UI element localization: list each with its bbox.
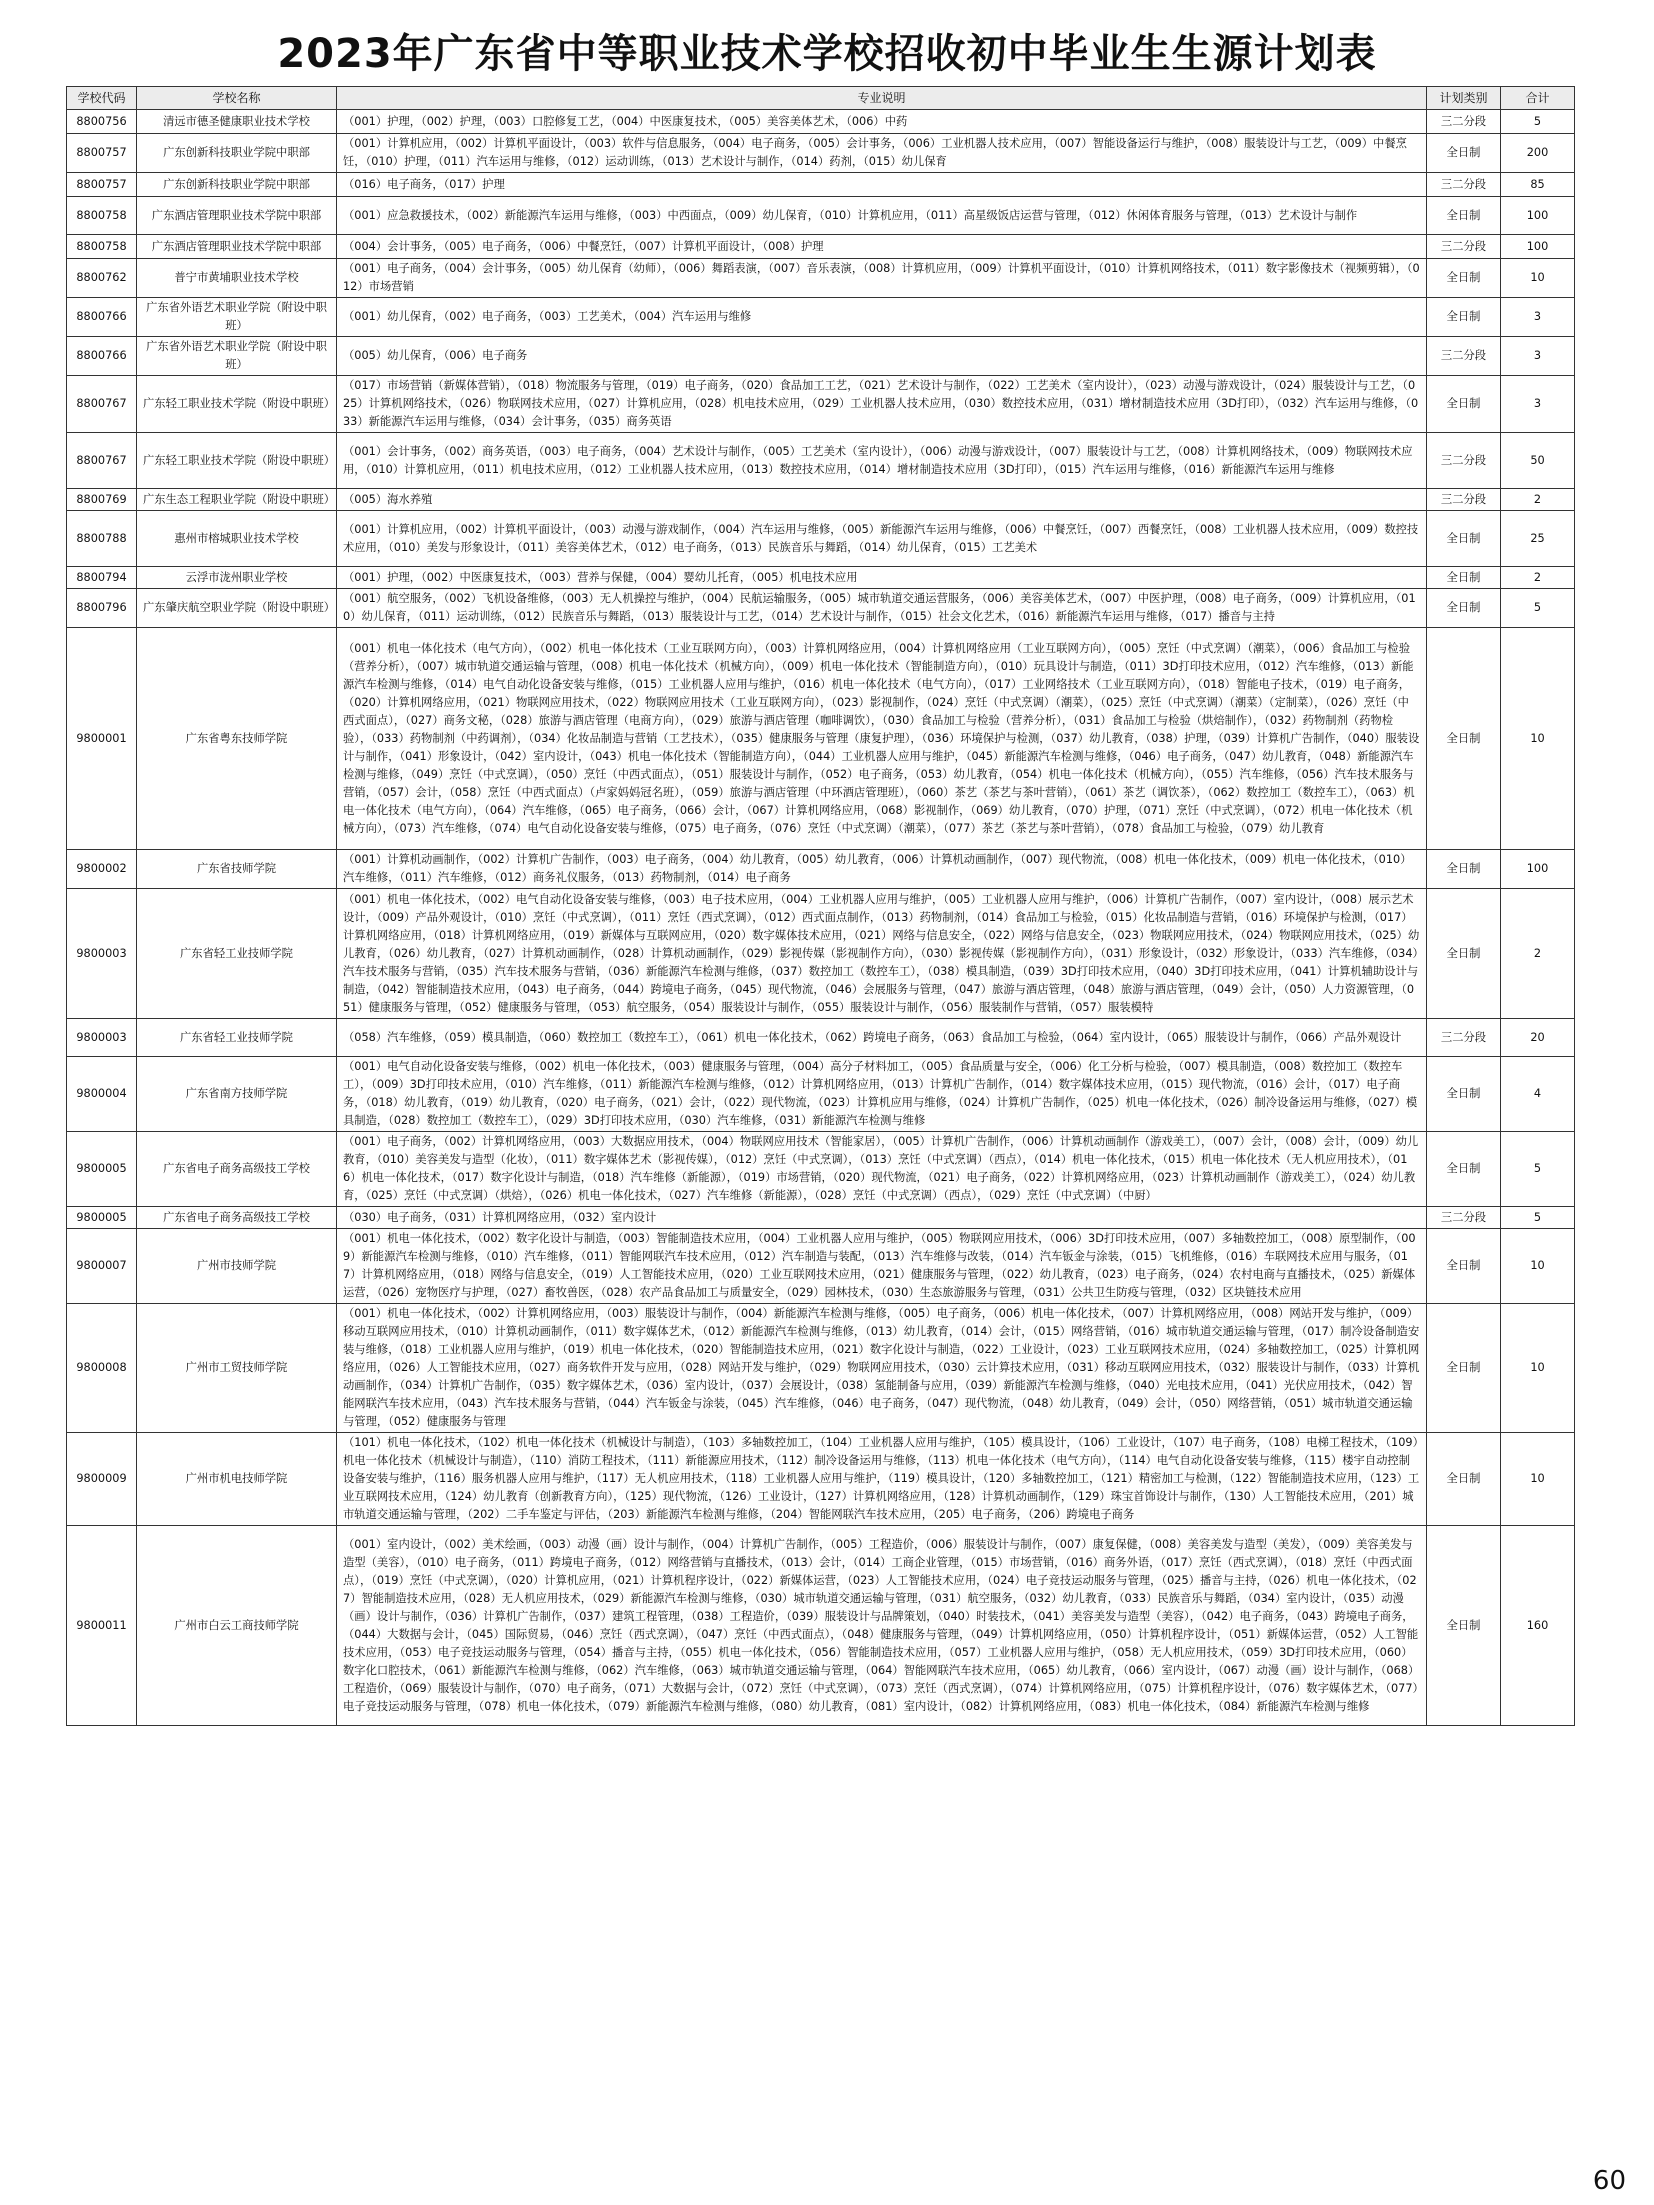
school-name-cell: 广东省电子商务高级技工学校 — [137, 1207, 337, 1229]
plan-type-cell: 全日制 — [1427, 850, 1501, 889]
total-cell: 3 — [1501, 376, 1575, 433]
major-description-cell: （001）护理，（002）中医康复技术，（003）营养与保健，（004）婴幼儿托育，（005）机电技术应用 — [337, 567, 1427, 589]
header-total: 合计 — [1501, 87, 1575, 110]
plan-type-cell: 全日制 — [1427, 889, 1501, 1019]
plan-type-cell: 三二分段 — [1427, 235, 1501, 259]
school-code-cell: 8800758 — [67, 197, 137, 235]
page-title: 2023年广东省中等职业技术学校招收初中毕业生生源计划表 — [277, 31, 1377, 77]
major-description-cell: （001）室内设计，（002）美术绘画，（003）动漫（画）设计与制作，（004）计算机广告制作，（005）工程造价，（006）服装设计与制作，（007）康复保健，（008）美容美发与造型（美发），（009）美容美发与造型（美容），（010）电子商务，（011）跨境电子商务，（012）网络营销与直播技术，（013）会计，（014）工商企业管理，（015）市场营销，（016）商务外语，（017）烹饪（西式烹调），（018）烹饪（中西式面点），（019）烹饪（中式烹调），（020）计算机应用，（021）计算机程序设计，（022）新媒体运营，（023）人工智能技术应用，（024）电子竞技运动服务与管理，（025）播音与主持，（026）机电一体化技术，（027）智能制造技术应用，（028）无人机应用技术，（029）新能源汽车检测与维修，（030）城市轨道交通运输与管理，（031）航空服务，（032）幼儿教育，（033）民族音乐与舞蹈，（034）室内设计，（035）动漫（画）设计与制作，（036）计算机广告制作，（037）建筑工程管理，（038）工程造价，（039）服装设计与品牌策划，（040）时装技术，（041）美容美发与造型（美容），（042）电子商务，（043）跨境电子商务，（044）大数据与会计，（045）国际贸易，（046）烹饪（西式烹调），（047）烹饪（中西式面点），（048）健康服务与管理，（049）计算机网络应用，（050）计算机程序设计，（051）新媒体运营，（052）人工智能技术应用，（053）电子竞技运动服务与管理，（054）播音与主持，（055）机电一体化技术，（056）智能制造技术应用，（057）工业机器人应用与维护，（058）无人机应用技术，（059）3D打印技术应用，（060）数字化口腔技术，（061）新能源汽车检测与维修，（062）汽车维修，（063）城市轨道交通运输与管理，（064）智能网联汽车技术应用，（065）幼儿教育，（066）室内设计，（067）动漫（画）设计与制作，（068）工程造价，（069）服装设计与制作，（070）电子商务，（071）大数据与会计，（072）烹饪（中式烹调），（073）烹饪（西式烹调），（074）计算机网络应用，（075）计算机程序设计，（076）数字媒体艺术，（077）电子竞技运动服务与管理，（078）机电一体化技术，（079）新能源汽车检测与维修，（080）幼儿教育，（081）室内设计，（082）计算机网络应用，（083）机电一体化技术，（084）新能源汽车检测与维修 — [337, 1526, 1427, 1726]
school-code-cell: 9800005 — [67, 1132, 137, 1207]
major-description-cell: （030）电子商务，（031）计算机网络应用，（032）室内设计 — [337, 1207, 1427, 1229]
school-code-cell: 8800769 — [67, 489, 137, 511]
table-row — [67, 376, 1575, 433]
major-description-cell: （016）电子商务，（017）护理 — [337, 173, 1427, 197]
page-number: 60 — [1592, 2166, 1626, 2196]
total-cell: 2 — [1501, 489, 1575, 511]
total-cell: 10 — [1501, 1304, 1575, 1433]
school-name-cell: 广东酒店管理职业技术学院中职部 — [137, 197, 337, 235]
plan-type-cell: 全日制 — [1427, 589, 1501, 628]
table-row — [67, 1229, 1575, 1304]
school-code-cell: 9800005 — [67, 1207, 137, 1229]
school-code-cell: 8800767 — [67, 376, 137, 433]
total-cell: 5 — [1501, 1132, 1575, 1207]
plan-type-cell: 全日制 — [1427, 376, 1501, 433]
total-cell: 4 — [1501, 1057, 1575, 1132]
school-code-cell: 9800003 — [67, 889, 137, 1019]
table-row — [67, 173, 1575, 197]
enrollment-plan-table — [66, 86, 1575, 1726]
plan-type-cell: 三二分段 — [1427, 337, 1501, 376]
school-name-cell: 广东肇庆航空职业学院（附设中职班） — [137, 589, 337, 628]
major-description-cell: （001）机电一体化技术，（002）计算机网络应用，（003）服装设计与制作，（004）新能源汽车检测与维修，（005）电子商务，（006）机电一体化技术，（007）计算机网络应用，（008）网站开发与维护，（009）移动互联网应用技术，（010）计算机动画制作，（011）数字媒体艺术，（012）新能源汽车检测与维修，（013）幼儿教育，（014）会计，（015）网络营销，（016）城市轨道交通运输与管理，（017）制冷设备制造安装与维修，（018）工业机器人应用与维护，（019）机电一体化技术，（020）智能制造技术应用，（021）数字化设计与制造，（022）工业设计，（023）工业互联网技术应用，（024）多轴数控加工，（025）计算机网络应用，（026）人工智能技术应用，（027）商务软件开发与应用，（028）网站开发与维护，（029）物联网应用技术，（030）云计算技术应用，（031）移动互联网应用技术，（032）服装设计与制作，（033）计算机动画制作，（034）计算机广告制作，（035）数字媒体艺术，（036）室内设计，（037）会展设计，（038）氢能制备与应用，（039）新能源汽车检测与维修，（040）光电技术应用，（041）光伏应用技术，（042）智能网联汽车技术应用，（043）汽车技术服务与营销，（044）汽车钣金与涂装，（045）汽车维修，（046）电子商务，（047）现代物流，（048）幼儿教育，（049）会计，（050）网络营销，（051）城市轨道交通运输与管理，（052）健康服务与管理 — [337, 1304, 1427, 1433]
major-description-cell: （101）机电一体化技术，（102）机电一体化技术（机械设计与制造），（103）多轴数控加工，（104）工业机器人应用与维护，（105）模具设计，（106）工业设计，（107）电子商务，（108）电梯工程技术，（109）机电一体化技术（机械设计与制造），（110）消防工程技术，（111）新能源应用技术，（112）制冷设备运用与维修，（113）机电一体化技术（电气方向），（114）电气自动化设备安装与维修，（115）楼宇自动控制设备安装与维护，（116）服务机器人应用与维护，（117）无人机应用技术，（118）工业机器人应用与维护，（119）模具设计，（120）多轴数控加工，（121）精密加工与检测，（122）智能制造技术应用，（123）工业互联网技术应用，（124）幼儿教育（创新教育方向），（125）现代物流，（126）工业设计，（127）计算机网络应用，（128）计算机动画制作，（129）珠宝首饰设计与制作，（130）人工智能技术应用，（201）城市轨道交通运输与管理，（202）二手车鉴定与评估，（203）新能源汽车检测与维修，（204）智能网联汽车技术应用，（205）电子商务，（206）跨境电子商务 — [337, 1433, 1427, 1526]
table-row — [67, 134, 1575, 173]
school-code-cell: 8800756 — [67, 110, 137, 134]
school-code-cell: 9800003 — [67, 1019, 137, 1057]
major-description-cell: （001）机电一体化技术，（002）数字化设计与制造，（003）智能制造技术应用，（004）工业机器人应用与维护，（005）物联网应用技术，（006）3D打印技术应用，（007）多轴数控加工，（008）原型制作，（009）新能源汽车检测与维修，（010）汽车维修，（011）智能网联汽车技术应用，（012）汽车制造与装配，（013）汽车维修与改装，（014）汽车钣金与涂装，（015）飞机维修，（016）车联网技术应用与服务，（017）计算机网络应用，（018）网络与信息安全，（019）人工智能技术应用，（020）工业互联网技术应用，（021）健康服务与管理，（022）幼儿教育，（023）电子商务，（024）农村电商与直播技术，（025）新媒体运营，（026）宠物医疗与护理，（027）畜牧兽医，（028）农产品食品加工与质量安全，（029）园林技术，（030）生态旅游服务与管理，（031）公共卫生防疫与管理，（032）区块链技术应用 — [337, 1229, 1427, 1304]
school-code-cell: 9800008 — [67, 1304, 137, 1433]
school-name-cell: 广东省电子商务高级技工学校 — [137, 1132, 337, 1207]
major-description-cell: （001）应急救援技术，（002）新能源汽车运用与维修，（003）中西面点，（009）幼儿保育，（010）计算机应用，（011）高星级饭店运营与管理，（012）休闲体育服务与管理，（013）艺术设计与制作 — [337, 197, 1427, 235]
school-name-cell: 广东省粤东技师学院 — [137, 628, 337, 850]
major-description-cell: （001）电子商务，（004）会计事务，（005）幼儿保育（幼师），（006）舞蹈表演，（007）音乐表演，（008）计算机应用，（009）计算机平面设计，（010）计算机网络技术，（011）数字影像技术（视频剪辑），（012）市场营销 — [337, 259, 1427, 298]
school-code-cell: 8800757 — [67, 134, 137, 173]
school-code-cell: 8800766 — [67, 337, 137, 376]
total-cell: 25 — [1501, 511, 1575, 567]
total-cell: 200 — [1501, 134, 1575, 173]
table-row — [67, 433, 1575, 489]
header-plan-type: 计划类别 — [1427, 87, 1501, 110]
school-name-cell: 广东轻工职业技术学院（附设中职班） — [137, 433, 337, 489]
total-cell: 100 — [1501, 197, 1575, 235]
table-row — [67, 889, 1575, 1019]
table-row — [67, 1132, 1575, 1207]
table-body — [67, 110, 1575, 1726]
major-description-cell: （001）计算机动画制作，（002）计算机广告制作，（003）电子商务，（004）幼儿教育，（005）幼儿教育，（006）计算机动画制作，（007）现代物流，（008）机电一体化技术，（009）机电一体化技术，（010）汽车维修，（011）汽车维修，（012）商务礼仪服务，（013）药物制剂，（014）电子商务 — [337, 850, 1427, 889]
school-code-cell: 8800762 — [67, 259, 137, 298]
table-header-row — [67, 87, 1575, 110]
school-code-cell: 9800009 — [67, 1433, 137, 1526]
header-school-name: 学校名称 — [137, 87, 337, 110]
total-cell: 160 — [1501, 1526, 1575, 1726]
total-cell: 5 — [1501, 1207, 1575, 1229]
table-row — [67, 489, 1575, 511]
major-description-cell: （001）会计事务，（002）商务英语，（003）电子商务，（004）艺术设计与制作，（005）工艺美术（室内设计），（006）动漫与游戏设计，（007）服装设计与工艺，（008）计算机网络技术，（009）物联网技术应用，（010）计算机应用，（011）机电技术应用，（012）工业机器人技术应用，（013）数控技术应用，（014）增材制造技术应用（3D打印），（015）汽车运用与维修，（016）新能源汽车运用与维修 — [337, 433, 1427, 489]
school-name-cell: 广东创新科技职业学院中职部 — [137, 173, 337, 197]
plan-type-cell: 全日制 — [1427, 567, 1501, 589]
major-description-cell: （001）航空服务，（002）飞机设备维修，（003）无人机操控与维护，（004）民航运输服务，（005）城市轨道交通运营服务，（006）美容美体艺术，（007）中医护理，（008）电子商务，（009）计算机应用，（010）幼儿保育，（011）运动训练，（012）民族音乐与舞蹈，（013）服装设计与工艺，（014）艺术设计与制作，（015）社会文化艺术，（016）新能源汽车运用与维修，（017）播音与主持 — [337, 589, 1427, 628]
total-cell: 10 — [1501, 259, 1575, 298]
major-description-cell: （005）幼儿保育，（006）电子商务 — [337, 337, 1427, 376]
total-cell: 3 — [1501, 337, 1575, 376]
school-name-cell: 广东省南方技师学院 — [137, 1057, 337, 1132]
school-code-cell: 8800758 — [67, 235, 137, 259]
table-row — [67, 567, 1575, 589]
school-name-cell: 广东生态工程职业学院（附设中职班） — [137, 489, 337, 511]
school-name-cell: 惠州市榕城职业技术学校 — [137, 511, 337, 567]
major-description-cell: （001）电气自动化设备安装与维修，（002）机电一体化技术，（003）健康服务与管理，（004）高分子材料加工，（005）食品质量与安全，（006）化工分析与检验，（007）模具制造，（008）数控加工（数控车工），（009）3D打印技术应用，（010）汽车维修，（011）新能源汽车检测与维修，（012）计算机网络应用，（013）计算机广告制作，（014）数字媒体技术应用，（015）现代物流，（016）会计，（017）电子商务，（018）幼儿教育，（019）幼儿教育，（020）电子商务，（021）会计，（022）现代物流，（023）计算机应用与维修，（024）计算机广告制作，（025）机电一体化技术，（026）制冷设备运用与维修，（027）模具制造，（028）数控加工（数控车工），（029）3D打印技术应用，（030）汽车维修，（031）新能源汽车检测与维修 — [337, 1057, 1427, 1132]
major-description-cell: （001）计算机应用，（002）计算机平面设计，（003）软件与信息服务，（004）电子商务，（005）会计事务，（006）工业机器人技术应用，（007）智能设备运行与维护，（008）服装设计与工艺，（009）中餐烹饪，（010）护理，（011）汽车运用与维修，（012）运动训练，（013）艺术设计与制作，（014）药剂，（015）幼儿保育 — [337, 134, 1427, 173]
school-code-cell: 9800004 — [67, 1057, 137, 1132]
school-code-cell: 8800766 — [67, 298, 137, 337]
plan-type-cell: 全日制 — [1427, 1526, 1501, 1726]
table-row — [67, 511, 1575, 567]
plan-type-cell: 全日制 — [1427, 1433, 1501, 1526]
school-code-cell: 9800001 — [67, 628, 137, 850]
plan-type-cell: 三二分段 — [1427, 489, 1501, 511]
table-row — [67, 110, 1575, 134]
major-description-cell: （001）机电一体化技术，（002）电气自动化设备安装与维修，（003）电子技术应用，（004）工业机器人应用与维护，（005）工业机器人应用与维护，（006）计算机广告制作，（007）室内设计，（008）展示艺术设计，（009）产品外观设计，（010）烹饪（中式烹调），（011）烹饪（西式烹调），（012）西式面点制作，（013）药物制剂，（014）食品加工与检验，（015）化妆品制造与营销，（016）环境保护与检测，（017）计算机网络应用，（018）计算机网络应用，（019）新媒体与互联网应用，（020）数字媒体技术应用，（021）网络与信息安全，（022）网络与信息安全，（023）物联网应用技术，（024）物联网应用技术，（025）幼儿教育，（026）幼儿教育，（027）计算机动画制作，（028）计算机动画制作，（029）影视传媒（影视制作方向），（030）影视传媒（影视制作方向），（031）形象设计，（032）形象设计，（033）汽车维修，（034）汽车技术服务与营销，（035）汽车技术服务与营销，（036）新能源汽车检测与维修，（037）数控加工（数控车工），（038）模具制造，（039）3D打印技术应用，（040）3D打印技术应用，（041）计算机辅助设计与制造，（042）智能制造技术应用，（043）电子商务，（044）跨境电子商务，（045）现代物流，（046）会展服务与管理，（047）旅游与酒店管理，（048）旅游与酒店管理，（049）会计，（050）人力资源管理，（051）健康服务与管理，（052）健康服务与管理，（053）航空服务，（054）服装设计与制作，（055）服装设计与制作，（056）服装制作与营销，（057）服装模特 — [337, 889, 1427, 1019]
plan-type-cell: 全日制 — [1427, 134, 1501, 173]
plan-type-cell: 全日制 — [1427, 511, 1501, 567]
header-major-description: 专业说明 — [337, 87, 1427, 110]
school-name-cell: 清远市德圣健康职业技术学校 — [137, 110, 337, 134]
plan-type-cell: 三二分段 — [1427, 173, 1501, 197]
school-code-cell: 9800007 — [67, 1229, 137, 1304]
school-name-cell: 广州市白云工商技师学院 — [137, 1526, 337, 1726]
school-name-cell: 广东酒店管理职业技术学院中职部 — [137, 235, 337, 259]
school-code-cell: 9800011 — [67, 1526, 137, 1726]
school-name-cell: 广州市机电技师学院 — [137, 1433, 337, 1526]
school-code-cell: 8800767 — [67, 433, 137, 489]
total-cell: 10 — [1501, 1433, 1575, 1526]
total-cell: 100 — [1501, 850, 1575, 889]
plan-type-cell: 全日制 — [1427, 628, 1501, 850]
table-row — [67, 628, 1575, 850]
major-description-cell: （058）汽车维修，（059）模具制造，（060）数控加工（数控车工），（061）机电一体化技术，（062）跨境电子商务，（063）食品加工与检验，（064）室内设计，（065）服装设计与制作，（066）产品外观设计 — [337, 1019, 1427, 1057]
major-description-cell: （001）机电一体化技术（电气方向），（002）机电一体化技术（工业互联网方向），（003）计算机网络应用，（004）计算机网络应用（工业互联网方向），（005）烹饪（中式烹调）（潮菜），（006）食品加工与检验（营养分析），（007）城市轨道交通运输与管理，（008）机电一体化技术（机械方向），（009）机电一体化技术（智能制造方向），（010）玩具设计与制造，（011）3D打印技术应用，（012）汽车维修，（013）新能源汽车检测与维修，（014）电气自动化设备安装与维修，（015）工业机器人应用与维护，（016）机电一体化技术（电气方向），（017）工业网络技术（工业互联网方向），（018）智能电子技术，（019）电子商务，（020）计算机网络应用，（021）物联网应用技术，（022）物联网应用技术（工业互联网方向），（023）影视制作，（024）烹饪（中式烹调）（潮菜），（025）烹饪（中式烹调）（潮菜）（定制菜），（026）烹饪（中西式面点），（027）商务文秘，（028）旅游与酒店管理（电商方向），（029）旅游与酒店管理（咖啡调饮），（030）食品加工与检验（营养分析），（031）食品加工与检验（烘焙制作），（032）药物制剂（药物检验），（033）药物制剂（中药调剂），（034）化妆品制造与营销（工艺技术），（035）健康服务与管理（康复护理），（036）环境保护与检测，（037）幼儿教育，（038）护理，（039）计算机广告制作，（040）服装设计与制作，（041）形象设计，（042）室内设计，（043）机电一体化技术（智能制造方向），（044）工业机器人应用与维护，（045）新能源汽车检测与维修，（046）电子商务，（047）幼儿教育，（048）新能源汽车检测与维修，（049）烹饪（中式烹调），（050）烹饪（中西式面点），（051）服装设计与制作，（052）电子商务，（053）幼儿教育，（054）机电一体化技术（机械方向），（055）汽车维修，（056）汽车技术服务与营销，（057）会计，（058）烹饪（中西式面点）（卢家妈妈冠名班），（059）旅游与酒店管理（中环酒店管理班），（060）茶艺（茶艺与茶叶营销），（061）茶艺（调饮茶），（062）数控加工（数控车工），（063）机电一体化技术（电气方向），（064）汽车维修，（065）电子商务，（066）会计，（067）计算机网络应用，（068）影视制作，（069）幼儿教育，（070）护理，（071）烹饪（中式烹调），（072）机电一体化技术（机械方向），（073）汽车维修，（074）电气自动化设备安装与维修，（075）电子商务，（076）烹饪（中式烹调）（潮菜），（077）茶艺（茶艺与茶叶营销），（078）食品加工与检验，（079）幼儿教育 — [337, 628, 1427, 850]
total-cell: 10 — [1501, 628, 1575, 850]
plan-type-cell: 全日制 — [1427, 298, 1501, 337]
table-row — [67, 259, 1575, 298]
school-name-cell: 广州市技师学院 — [137, 1229, 337, 1304]
school-name-cell: 广东创新科技职业学院中职部 — [137, 134, 337, 173]
table-row — [67, 589, 1575, 628]
table-row — [67, 337, 1575, 376]
table-row — [67, 1304, 1575, 1433]
total-cell: 5 — [1501, 110, 1575, 134]
total-cell: 2 — [1501, 567, 1575, 589]
plan-type-cell: 全日制 — [1427, 197, 1501, 235]
school-name-cell: 广州市工贸技师学院 — [137, 1304, 337, 1433]
plan-type-cell: 三二分段 — [1427, 1207, 1501, 1229]
table-row — [67, 850, 1575, 889]
plan-type-cell: 三二分段 — [1427, 433, 1501, 489]
table-row — [67, 1433, 1575, 1526]
plan-type-cell: 三二分段 — [1427, 1019, 1501, 1057]
school-name-cell: 广东省外语艺术职业学院（附设中职班） — [137, 298, 337, 337]
total-cell: 20 — [1501, 1019, 1575, 1057]
school-name-cell: 普宁市黄埔职业技术学校 — [137, 259, 337, 298]
school-name-cell: 广东省轻工业技师学院 — [137, 1019, 337, 1057]
total-cell: 2 — [1501, 889, 1575, 1019]
major-description-cell: （017）市场营销（新媒体营销），（018）物流服务与管理，（019）电子商务，（020）食品加工工艺，（021）艺术设计与制作，（022）工艺美术（室内设计），（023）动漫与游戏设计，（024）服装设计与工艺，（025）计算机网络技术，（026）物联网技术应用，（027）计算机应用，（028）机电技术应用，（029）工业机器人技术应用，（030）数控技术应用，（031）增材制造技术应用（3D打印），（032）汽车运用与维修，（033）新能源汽车运用与维修，（034）会计事务，（035）商务英语 — [337, 376, 1427, 433]
school-code-cell: 8800796 — [67, 589, 137, 628]
major-description-cell: （001）幼儿保育，（002）电子商务，（003）工艺美术，（004）汽车运用与维修 — [337, 298, 1427, 337]
table-row — [67, 298, 1575, 337]
school-code-cell: 8800757 — [67, 173, 137, 197]
major-description-cell: （001）护理，（002）护理，（003）口腔修复工艺，（004）中医康复技术，（005）美容美体艺术，（006）中药 — [337, 110, 1427, 134]
plan-type-cell: 全日制 — [1427, 1229, 1501, 1304]
school-code-cell: 8800788 — [67, 511, 137, 567]
plan-type-cell: 全日制 — [1427, 259, 1501, 298]
table-row — [67, 1207, 1575, 1229]
table-row — [67, 235, 1575, 259]
table-row — [67, 1526, 1575, 1726]
major-description-cell: （004）会计事务，（005）电子商务，（006）中餐烹饪，（007）计算机平面设计，（008）护理 — [337, 235, 1427, 259]
total-cell: 85 — [1501, 173, 1575, 197]
total-cell: 100 — [1501, 235, 1575, 259]
major-description-cell: （001）计算机应用，（002）计算机平面设计，（003）动漫与游戏制作，（004）汽车运用与维修，（005）新能源汽车运用与维修，（006）中餐烹饪，（007）西餐烹饪，（008）工业机器人技术应用，（009）数控技术应用，（010）美发与形象设计，（011）美容美体艺术，（012）电子商务，（013）民族音乐与舞蹈，（014）幼儿保育，（015）工艺美术 — [337, 511, 1427, 567]
major-description-cell: （001）电子商务，（002）计算机网络应用，（003）大数据应用技术，（004）物联网应用技术（智能家居），（005）计算机广告制作，（006）计算机动画制作（游戏美工），（007）会计，（008）会计，（009）幼儿教育，（010）美容美发与造型（化妆），（011）数字媒体艺术（影视传媒），（012）烹饪（中式烹调），（013）烹饪（中式烹调）（西点），（014）机电一体化技术，（015）机电一体化技术（无人机应用技术），（016）机电一体化技术，（017）数字化设计与制造，（018）汽车维修（新能源），（019）市场营销，（020）现代物流，（021）电子商务，（022）计算机网络应用，（023）计算机动画制作（游戏美工），（024）幼儿教育，（025）烹饪（中式烹调）（烘焙），（026）机电一体化技术，（027）汽车维修（新能源），（028）烹饪（中式烹调）（西点），（029）烹饪（中式烹调）（中厨） — [337, 1132, 1427, 1207]
school-name-cell: 广东省技师学院 — [137, 850, 337, 889]
table-row — [67, 1019, 1575, 1057]
total-cell: 3 — [1501, 298, 1575, 337]
major-description-cell: （005）海水养殖 — [337, 489, 1427, 511]
header-school-code: 学校代码 — [67, 87, 137, 110]
school-name-cell: 云浮市泷州职业学校 — [137, 567, 337, 589]
table-row — [67, 1057, 1575, 1132]
school-name-cell: 广东省轻工业技师学院 — [137, 889, 337, 1019]
total-cell: 50 — [1501, 433, 1575, 489]
plan-type-cell: 全日制 — [1427, 1304, 1501, 1433]
school-name-cell: 广东轻工职业技术学院（附设中职班） — [137, 376, 337, 433]
plan-type-cell: 全日制 — [1427, 1132, 1501, 1207]
total-cell: 10 — [1501, 1229, 1575, 1304]
school-name-cell: 广东省外语艺术职业学院（附设中职班） — [137, 337, 337, 376]
total-cell: 5 — [1501, 589, 1575, 628]
plan-type-cell: 全日制 — [1427, 1057, 1501, 1132]
plan-type-cell: 三二分段 — [1427, 110, 1501, 134]
school-code-cell: 9800002 — [67, 850, 137, 889]
table-row — [67, 197, 1575, 235]
school-code-cell: 8800794 — [67, 567, 137, 589]
